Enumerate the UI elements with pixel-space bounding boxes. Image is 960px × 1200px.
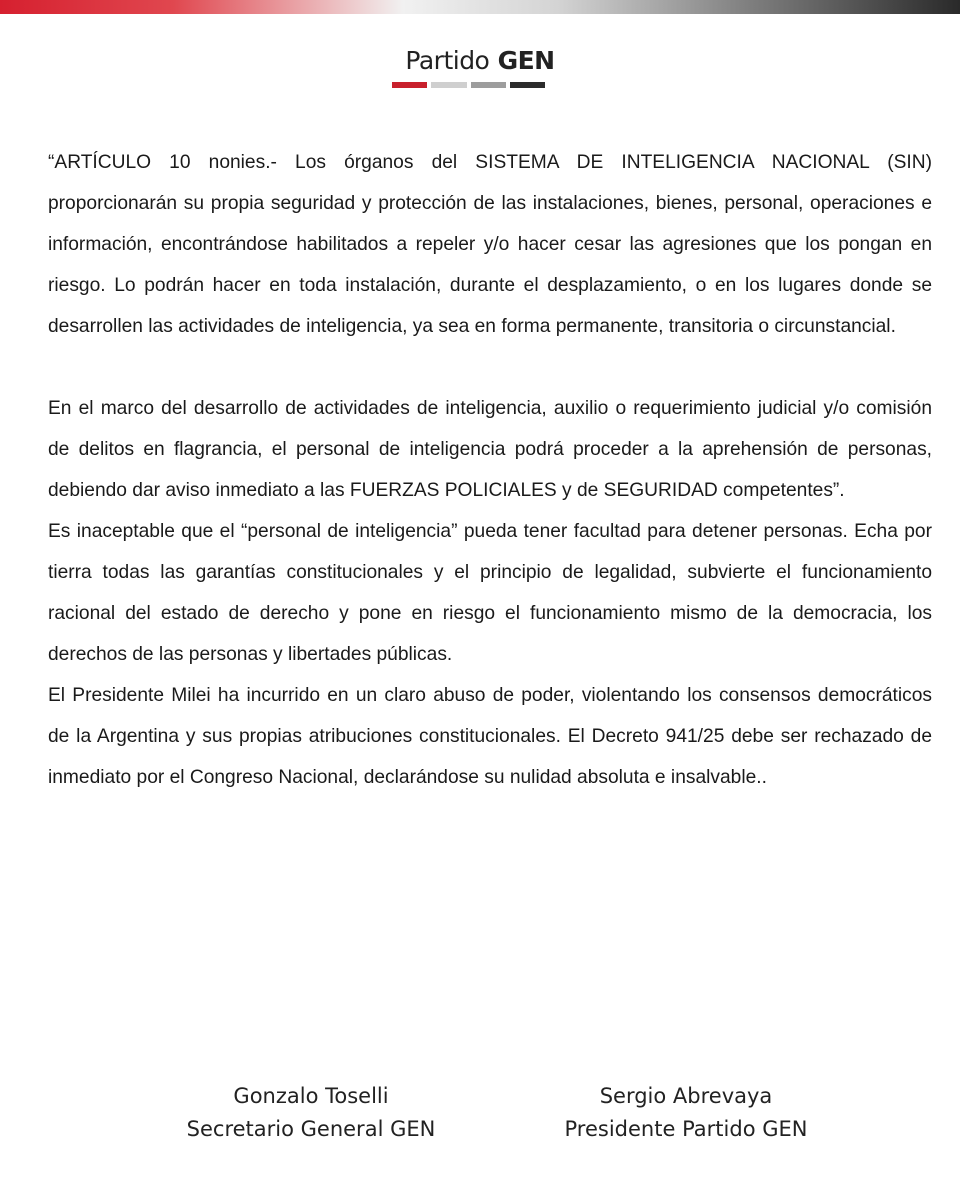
logo-stripe-light-gray (431, 82, 466, 88)
signature-title: Secretario General GEN (186, 1117, 436, 1141)
signature-block-toselli (141, 1080, 481, 1146)
paragraph-article-quote: “ARTÍCULO 10 nonies.- Los órganos del SISTEMA DE INTELIGENCIA NACIONAL (SIN) proporcionarán su propia seguridad y protección de las instalaciones, bienes, personal, operaciones e información, encontrándose habilitados a repeler y/o hacer cesar las agresiones que los pongan en riesgo. Lo podrán hacer en toda instalación, durante el desplazamiento, o en los lugares donde se desarrollen las actividades de inteligencia, ya sea en forma permanente, transitoria o circunstancial. (48, 152, 932, 337)
logo-word-gen: GEN (497, 46, 555, 75)
signature-block-abrevaya (516, 1080, 856, 1146)
logo-stripe-black (510, 82, 545, 88)
paragraph-critique: Es inaceptable que el “personal de inteligencia” pueda tener facultad para detener personas. Echa por tierra todas las garantías constitucionales y el principio de legalidad, subvierte el funcionamiento racional del estado de derecho y pone en riesgo el funcionamiento mismo de la democracia, los derechos de las personas y libertades públicas. (48, 521, 932, 665)
paragraph-conclusion: El Presidente Milei ha incurrido en un claro abuso de poder, violentando los consensos democráticos de la Argentina y sus propias atribuciones constitucionales. El Decreto 941/25 debe ser rechazado de inmediato por el Congreso Nacional, declarándose su nulidad absoluta e insalvable.. (48, 685, 932, 788)
party-logo (0, 46, 960, 75)
paragraph-article-quote-continued: En el marco del desarrollo de actividades de inteligencia, auxilio o requerimiento judicial y/o comisión de delitos en flagrancia, el personal de inteligencia podrá proceder a la aprehensión de personas, debiendo dar aviso inmediato a las FUERZAS POLICIALES y de SEGURIDAD competentes”. (48, 398, 932, 501)
signature-name: Sergio Abrevaya (599, 1084, 773, 1108)
logo-stripes (392, 82, 545, 88)
signature-title: Presidente Partido GEN (564, 1117, 808, 1141)
statement-body (48, 142, 932, 798)
logo-stripe-red (392, 82, 427, 88)
logo-word-partido: Partido (405, 46, 490, 75)
top-color-bar (0, 0, 960, 14)
logo-stripe-gray (471, 82, 506, 88)
signature-name: Gonzalo Toselli (233, 1084, 389, 1108)
